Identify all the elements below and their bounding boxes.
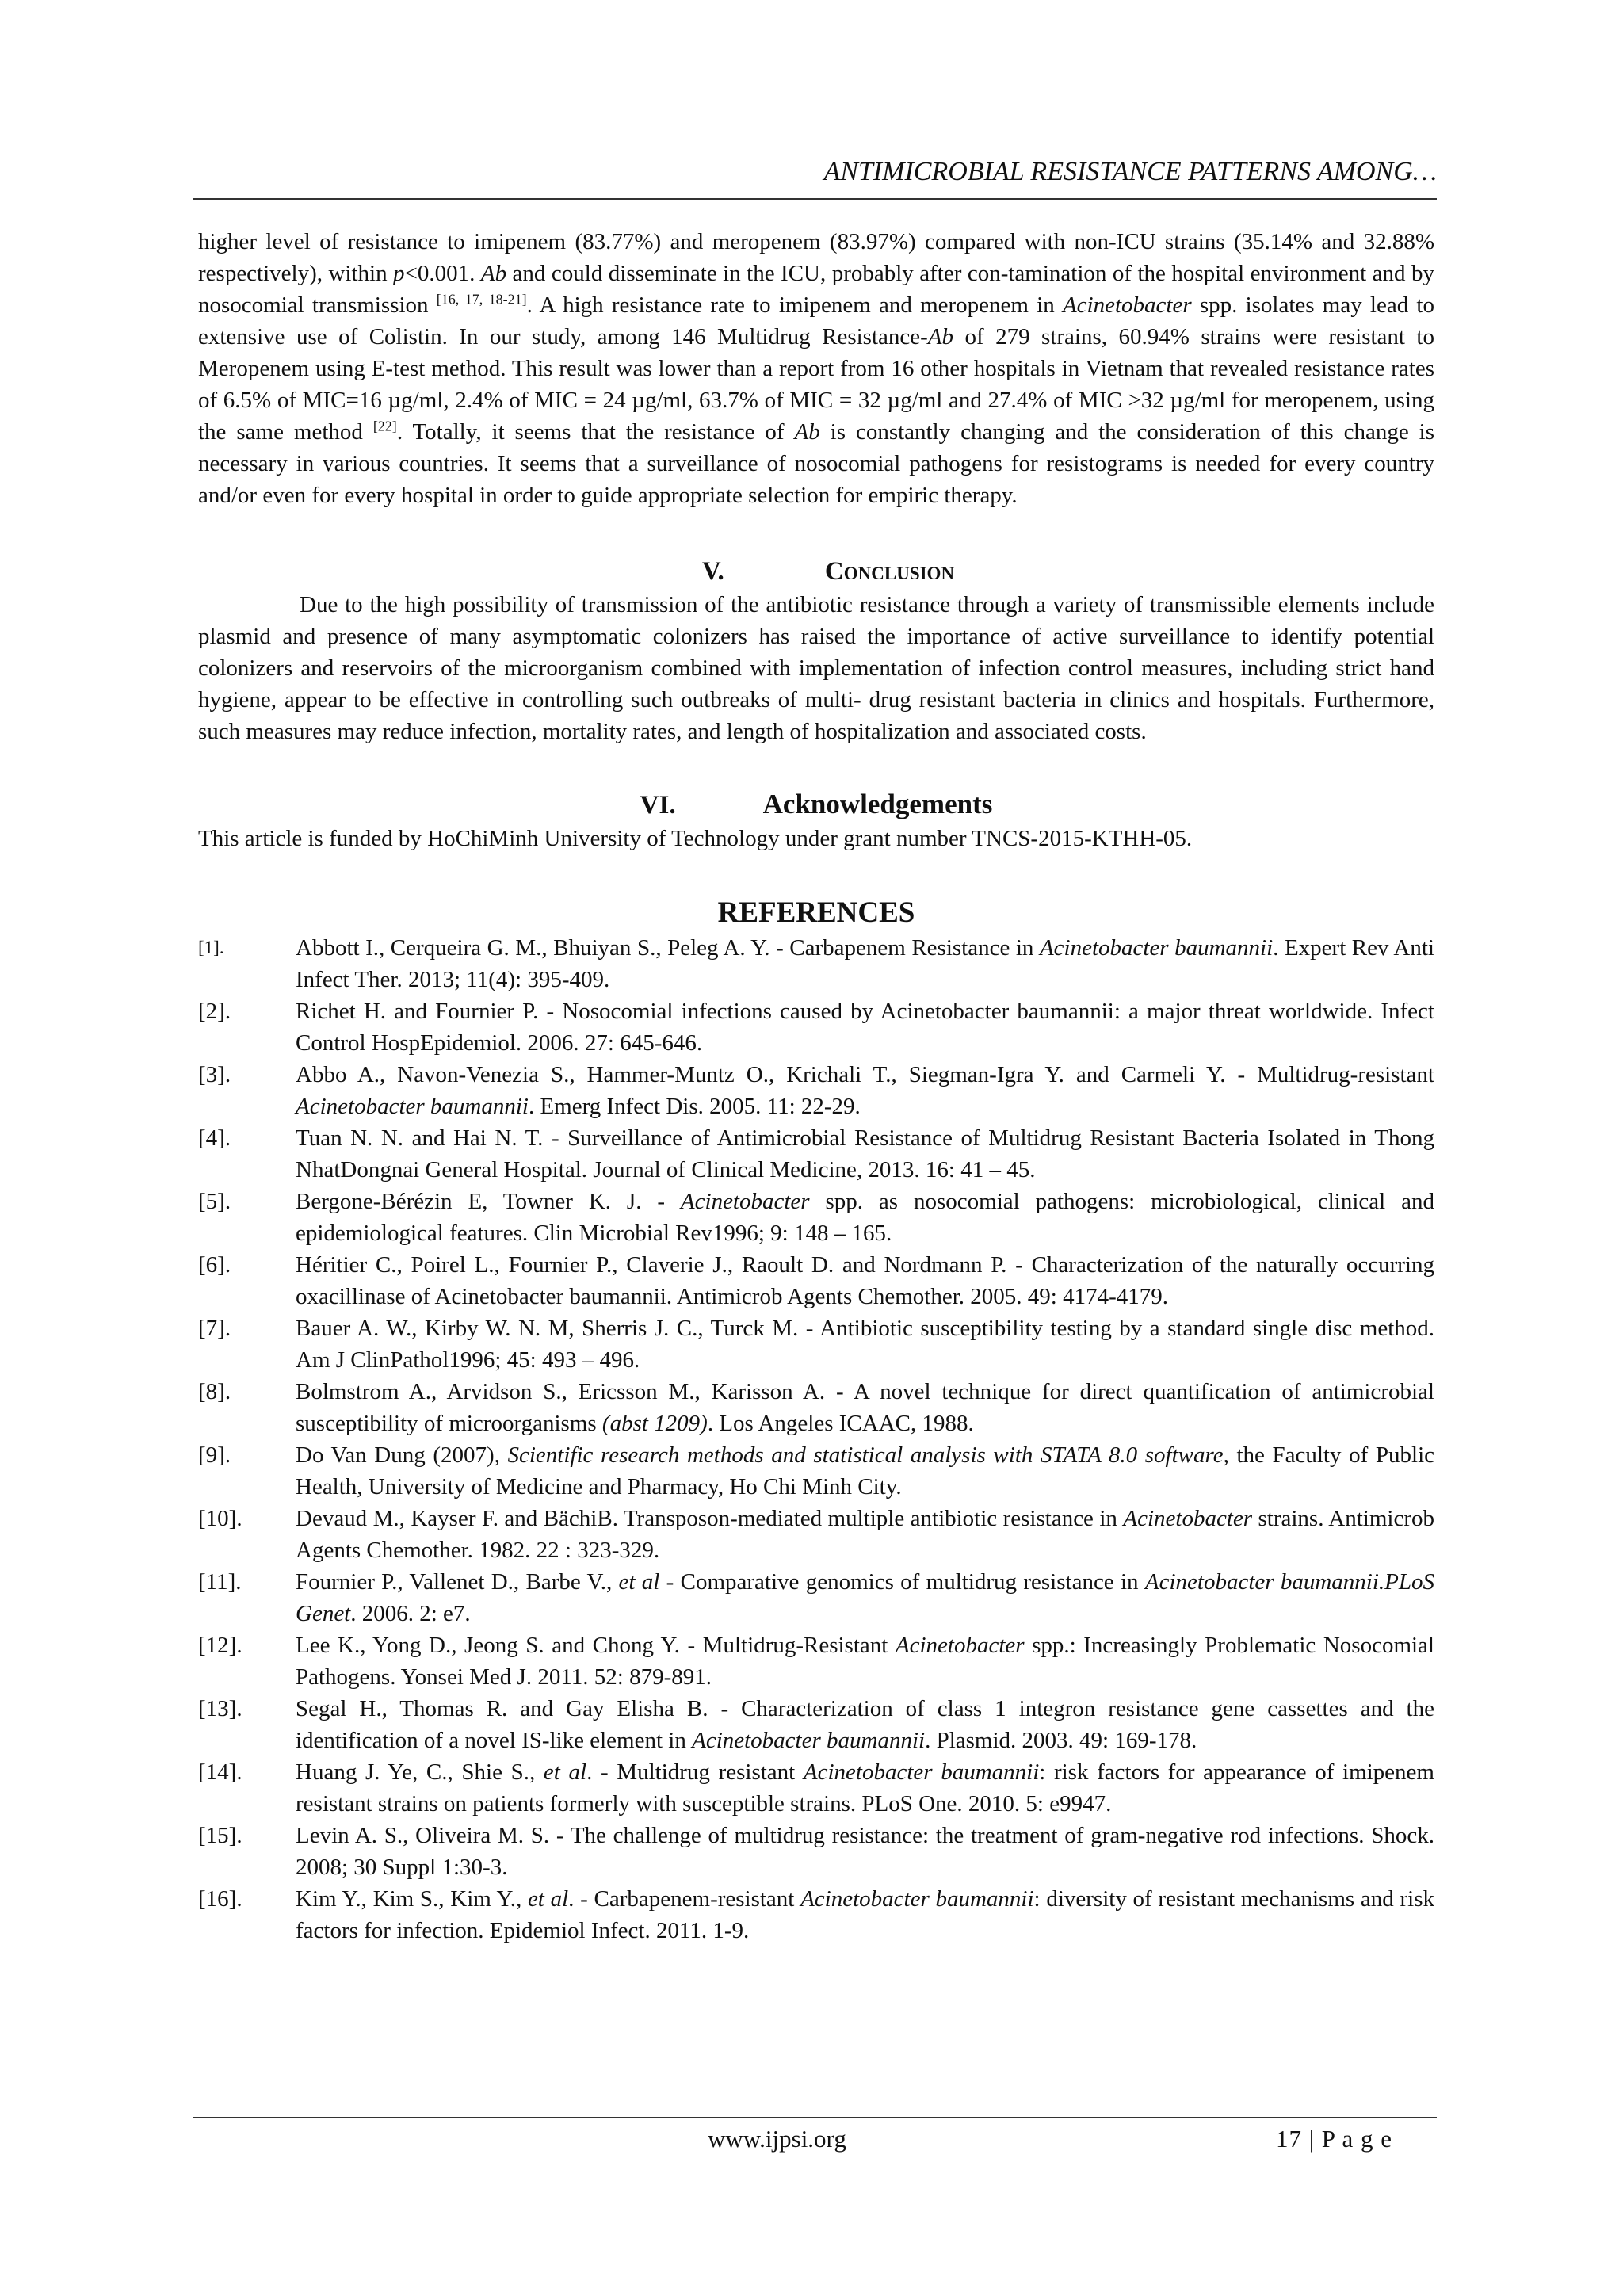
reference-text: et al [527, 1886, 569, 1912]
reference-number: [8]. [198, 1379, 231, 1404]
reference-number: [11]. [198, 1569, 242, 1595]
reference-number: [3]. [198, 1062, 231, 1087]
reference-text: - Comparative genomics of multidrug resistance in [659, 1569, 1145, 1595]
reference-text: Scientific research methods and statistical analysis with STATA 8.0 software [507, 1442, 1224, 1468]
reference-text: Richet H. and Fournier P. - Nosocomial infections caused by Acinetobacter baumannii: a major threat worldwide. Infect Control HospEpidemiol. 2006. 27: 645-646. [296, 999, 1434, 1056]
references-heading: REFERENCES [717, 896, 915, 929]
conclusion-heading: V. Conclusion [701, 557, 955, 586]
reference-item [198, 1693, 1434, 1756]
reference-number: [5]. [198, 1189, 231, 1214]
reference-text: Bergone-Bérézin E, Towner K. J. - [296, 1189, 681, 1214]
reference-text: et al [618, 1569, 660, 1595]
reference-item [198, 1629, 1434, 1693]
reference-text: . - Carbapenem-resistant [568, 1886, 801, 1912]
reference-text: Fournier P., Vallenet D., Barbe V., [296, 1569, 619, 1595]
reference-item [198, 1249, 1434, 1312]
reference-text: Huang J. Ye, C., Shie S., [296, 1759, 544, 1785]
reference-text: Segal H., Thomas R. and Gay Elisha B. - Characterization of class 1 integron resistance gene cassettes and the identification of a novel IS-like element in [296, 1696, 1434, 1753]
reference-text: Acinetobacter baumannii [803, 1759, 1040, 1785]
reference-text: Do Van Dung (2007), [296, 1442, 508, 1468]
reference-text: . 2006. 2: e7. [350, 1601, 471, 1626]
reference-number: [15]. [198, 1823, 242, 1848]
reference-text: Acinetobacter baumannii [800, 1886, 1034, 1912]
reference-number: [13]. [198, 1696, 242, 1721]
reference-item [198, 1376, 1434, 1439]
reference-number: [6]. [198, 1252, 231, 1278]
reference-text: : risk factors for appearance of imipenem resistant strains on patients formerly with susceptible strains. PLoS One. 2010. 5: e9947. [296, 1759, 1434, 1817]
reference-text: Acinetobacter baumannii [1039, 935, 1274, 961]
reference-text: Acinetobacter [1123, 1506, 1253, 1531]
reference-item [198, 1439, 1434, 1503]
discussion-paragraph: higher level of resistance to imipenem (83.77%) and meropenem (83.97%) compared with non-ICU strains (35.14% and 32.88% respectively), within p<0.001. Ab and could disseminate in the ICU, probably after con-tamination of the hospital environment and by nosocomial transmission [16, 17, 18-21]. A high resistance rate to imipenem and meropenem in Acinetobacter spp. isolates may lead to extensive use of Colistin. In our study, among 146 Multidrug Resistance-Ab of 279 strains, 60.94% strains were resistant to Meropenem using E-test method. This result was lower than a report from 16 other hospitals in Vietnam that revealed resistance rates of 6.5% of MIC=16 µg/ml, 2.4% of MIC = 24 µg/ml, 63.7% of MIC = 32 µg/ml and 27.4% of MIC >32 µg/ml for meropenem, using the same method [22]. Totally, it seems that the resistance of Ab is constantly changing and the consideration of this change is necessary in various countries. It seems that a surveillance of nosocomial pathogens for resistograms is needed for every country and/or even for every hospital in order to guide appropriate selection for empiric therapy. [198, 229, 1435, 508]
reference-text: , [856, 1157, 863, 1182]
reference-item [198, 1566, 1434, 1629]
reference-text: Acinetobacter baumannii.PLoS Genet [296, 1569, 1434, 1626]
reference-text: Kim Y., Kim S., Kim Y., [296, 1886, 528, 1912]
reference-item [198, 1756, 1434, 1820]
page-content [198, 226, 1434, 1946]
reference-number: [12]. [198, 1633, 242, 1658]
reference-text: Levin A. S., Oliveira M. S. - The challenge of multidrug resistance: the treatment of gram-negative rod infections. Shock. 2008; 30 Suppl 1:30-3. [296, 1823, 1434, 1880]
reference-number: [9]. [198, 1442, 231, 1468]
reference-text: et al [543, 1759, 587, 1785]
reference-text: Héritier C., Poirel L., Fournier P., Claverie J., Raoult D. and Nordmann P. - Characterization of the naturally occurring oxacillinase of Acinetobacter baumannii. Antimicrob Agents Chemother. 2005. 49: 4174-4179. [296, 1252, 1434, 1309]
reference-number: [1]. [198, 938, 224, 957]
reference-text: Acinetobacter [680, 1189, 810, 1214]
reference-text: Tuan N. N. and Hai N. T. - Surveillance of Antimicrobial Resistance of Multidrug Resistant Bacteria Isolated in Thong NhatDongnai General Hospital. Journal of Clinical Medicine [296, 1125, 1434, 1182]
reference-text: Acinetobacter baumannii [296, 1094, 529, 1119]
reference-text: , the Faculty of Public Health, University of Medicine and Pharmacy, Ho Chi Minh City. [296, 1442, 1435, 1499]
reference-text: . Emerg Infect Dis. 2005. 11: 22-29. [528, 1094, 861, 1119]
conclusion-text: Due to the high possibility of transmission of the antibiotic resistance through a variety of transmissible elements include plasmid and presence of many asymptomatic colonizers has raised the importance of active surveillance to identify potential colonizers and reservoirs of the microorganism combined with implementation of infection control measures, including strict hand hygiene, appear to be effective in controlling such outbreaks of multi- drug resistant bacteria in clinics and hospitals. Furthermore, such measures may reduce infection, mortality rates, and length of hospitalization and associated costs. [198, 592, 1434, 744]
reference-number: [4]. [198, 1125, 231, 1151]
citation: [16, 17, 18-21] [436, 291, 527, 308]
reference-text: Abbo A., Navon-Venezia S., Hammer-Muntz O., Krichali T., Siegman-Igra Y. and Carmeli Y. - Multidrug-resistant [296, 1062, 1434, 1087]
reference-text: (abst 1209) [601, 1411, 708, 1436]
footer-page-number: 17 | P a g e [1276, 2125, 1393, 2153]
reference-text: Acinetobacter baumannii [692, 1728, 926, 1753]
reference-text: Abbott I., Cerqueira G. M., Bhuiyan S., Peleg A. Y. - Carbapenem Resistance in [296, 935, 1040, 961]
reference-text: Devaud M., Kayser F. and BächiB. Transposon-mediated multiple antibiotic resistance in [296, 1506, 1124, 1531]
reference-text: Acinetobacter [895, 1633, 1025, 1658]
reference-number: [10]. [198, 1506, 242, 1531]
reference-number: [16]. [198, 1886, 242, 1912]
reference-number: [2]. [198, 999, 231, 1024]
acknowledgements-text: This article is funded by HoChiMinh University of Technology under grant number TNCS-2015-KTHH-05. [198, 826, 1193, 851]
reference-list [198, 932, 1434, 1946]
citation: [22] [372, 418, 397, 434]
reference-text: Lee K., Yong D., Jeong S. and Chong Y. - Multidrug-Resistant [296, 1633, 896, 1658]
reference-number: [7]. [198, 1316, 231, 1341]
reference-item [198, 1883, 1434, 1946]
reference-text: 2013. 16: 41 – 45. [862, 1157, 1036, 1182]
reference-item [198, 1059, 1434, 1122]
acknowledgements-heading: VI. Acknowledgements [640, 789, 993, 819]
reference-item [198, 1186, 1434, 1249]
reference-text: Bauer A. W., Kirby W. N. M, Sherris J. C., Turck M. - Antibiotic susceptibility testing by a standard single disc method. Am J ClinPathol1996; 45: 493 – 496. [296, 1316, 1434, 1373]
reference-text: . Los Angeles ICAAC, 1988. [707, 1411, 974, 1436]
reference-text: spp.: Increasingly Problematic Nosocomial Pathogens. Yonsei Med J. 2011. 52: 879-891. [296, 1633, 1434, 1690]
reference-text: : diversity of resistant mechanisms and risk factors for infection. Epidemiol Infect. 2011. 1-9. [296, 1886, 1434, 1943]
reference-item [198, 1820, 1434, 1883]
reference-text: . Plasmid. 2003. 49: 169-178. [925, 1728, 1197, 1753]
reference-item [198, 932, 1434, 995]
reference-item [198, 1503, 1434, 1566]
reference-item [198, 1122, 1434, 1186]
running-header: ANTIMICROBIAL RESISTANCE PATTERNS AMONG… [823, 157, 1437, 186]
reference-text: strains. Antimicrob Agents Chemother. 1982. 22 : 323-329. [296, 1506, 1434, 1563]
footer-rule [193, 2117, 1437, 2118]
reference-item [198, 995, 1434, 1059]
reference-text: . - Multidrug resistant [586, 1759, 804, 1785]
footer-url: www.ijpsi.org [708, 2125, 846, 2153]
header-rule [193, 198, 1437, 200]
reference-text: Bolmstrom A., Arvidson S., Ericsson M., Karisson A. - A novel technique for direct quantification of antimicrobial susceptibility of microorganisms [296, 1379, 1434, 1436]
reference-item [198, 1312, 1434, 1376]
reference-text: spp. as nosocomial pathogens: microbiological, clinical and epidemiological features. Clin Microbial Rev1996; 9: 148 – 165. [296, 1189, 1434, 1246]
reference-text: . Expert Rev Anti Infect Ther. 2013; 11(4): 395-409. [296, 935, 1434, 992]
reference-number: [14]. [198, 1759, 242, 1785]
